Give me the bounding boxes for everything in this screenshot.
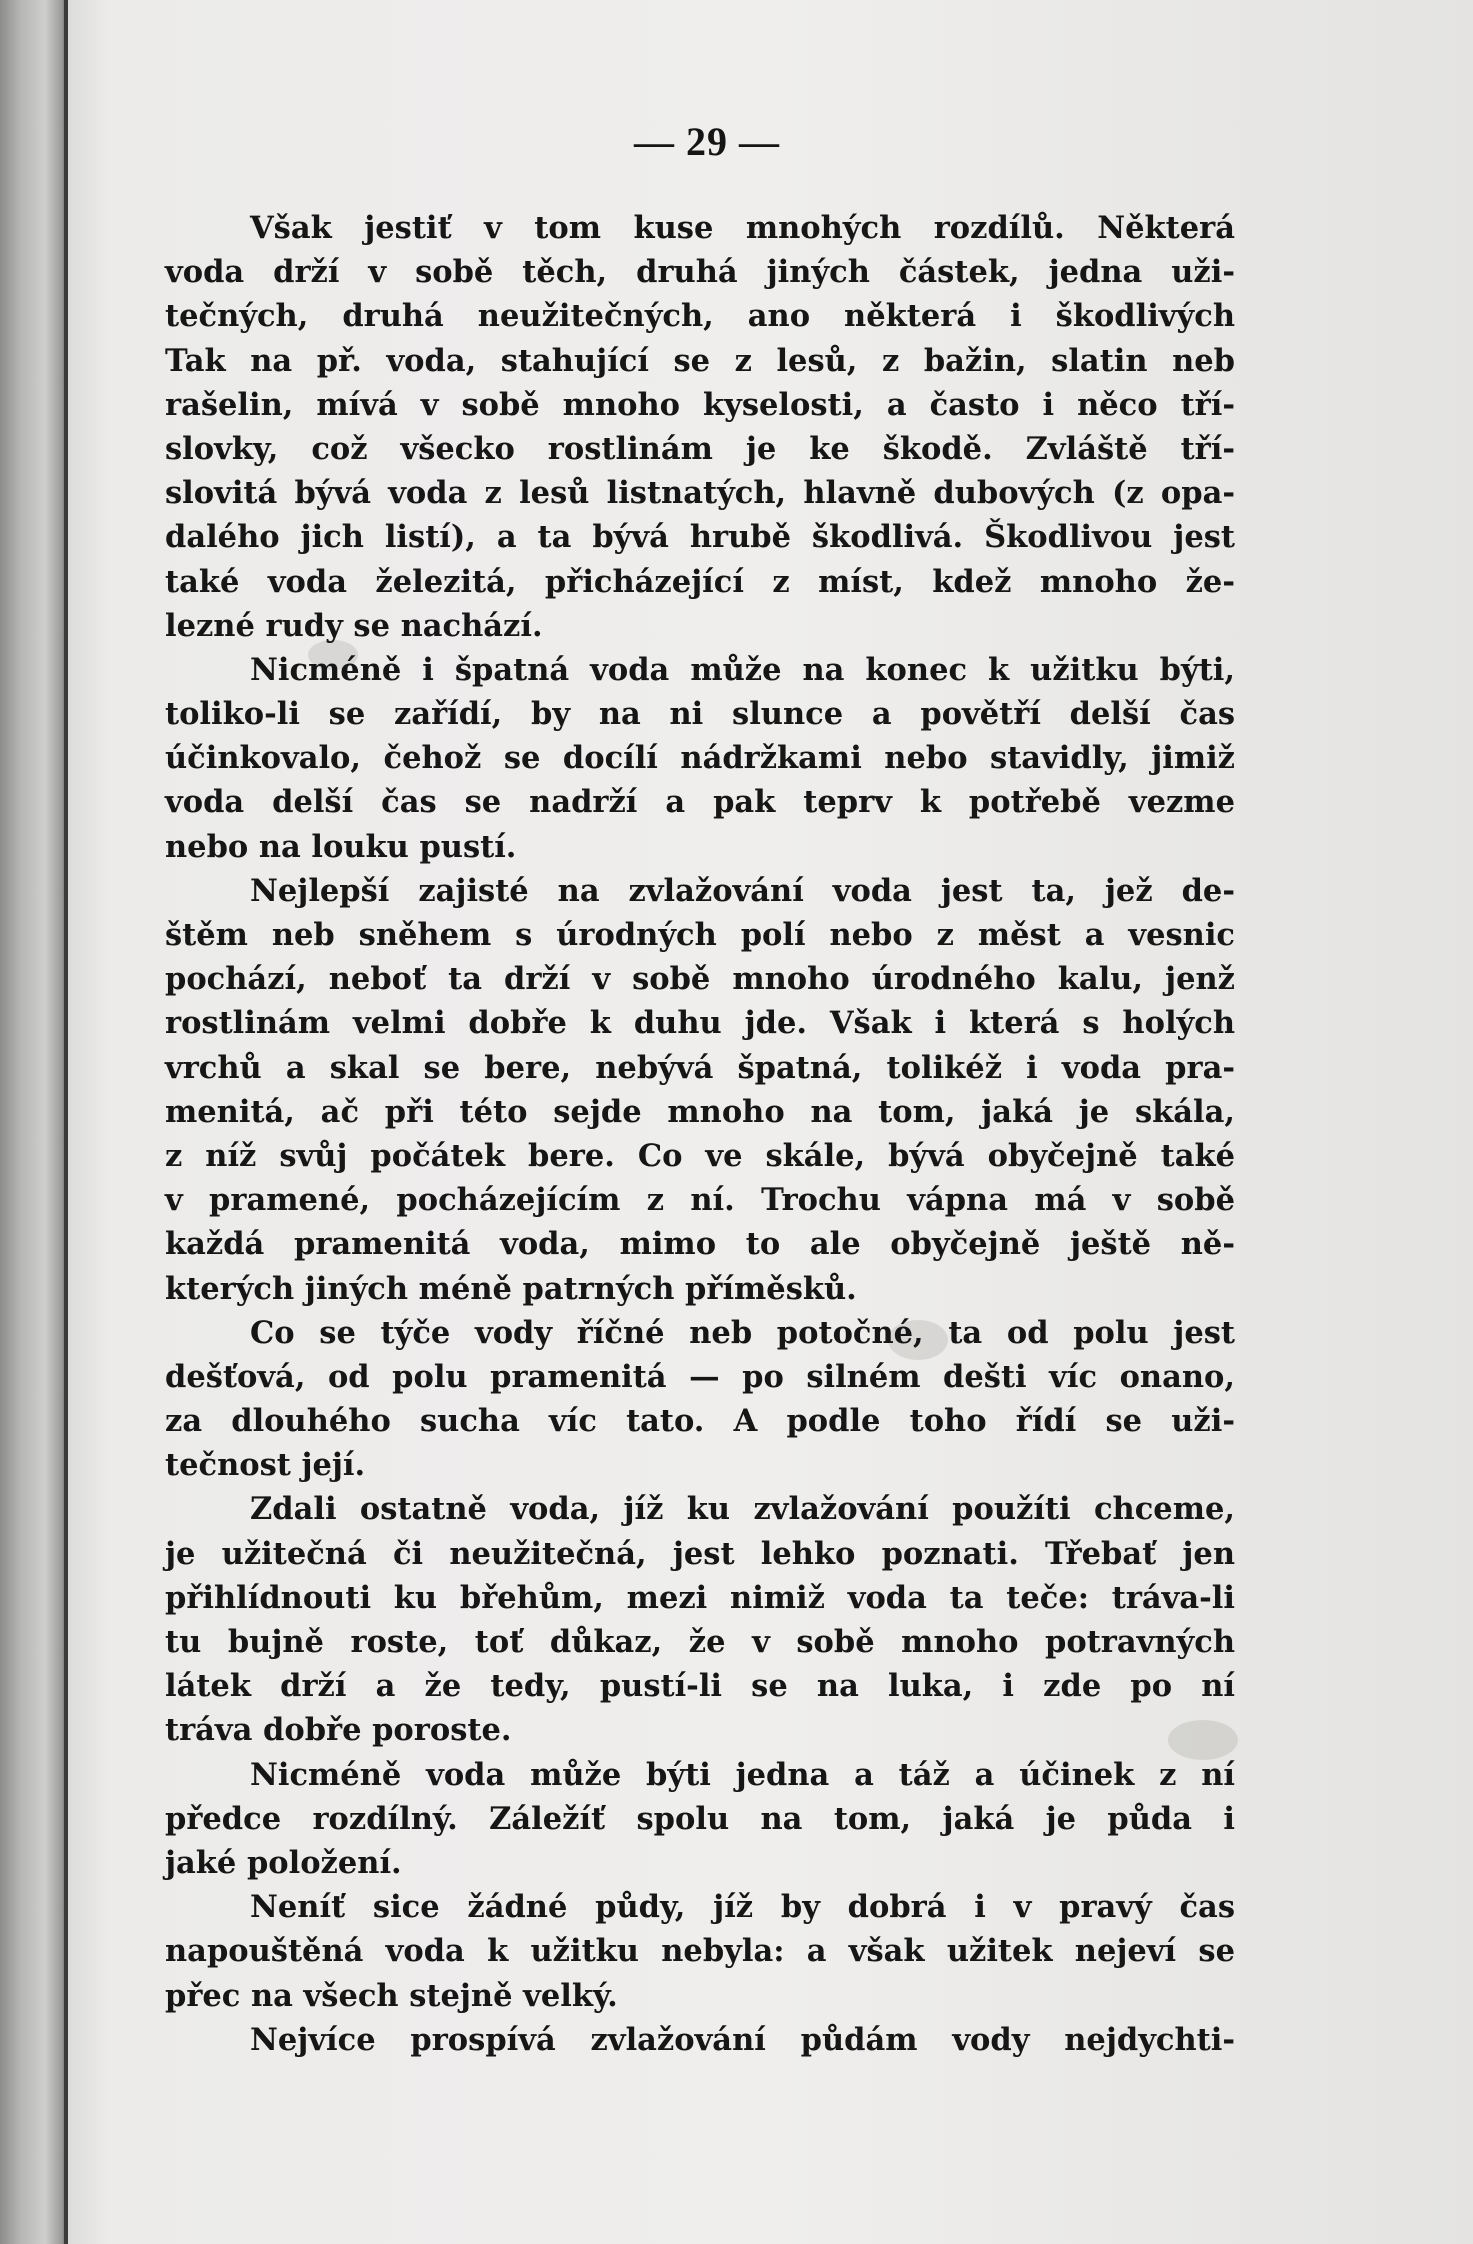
text-line: voda delší čas se nadrží a pak teprv k potřebě vezme — [165, 784, 1235, 821]
text-line: Nejlepší zajisté na zvlažování voda jest ta, jež de- — [250, 872, 1235, 909]
text-line: dalého jich listí), a ta bývá hrubě škodlivá. Škodlivou jest — [165, 519, 1235, 556]
text-line: tu bujně roste, toť důkaz, že v sobě mnoho potravných — [165, 1624, 1235, 1660]
text-line: menitá, ač při této sejde mnoho na tom, jaká je skála, — [165, 1093, 1235, 1130]
text-line: Zdali ostatně voda, jíž ku zvlažování použíti chceme, — [250, 1491, 1235, 1528]
text-line: také voda železitá, přicházející z míst, kdež mnoho že- — [165, 563, 1235, 600]
text-line: tečnost její. — [165, 1447, 366, 1484]
text-line: dešťová, od polu pramenitá — po silném dešti víc onano, — [165, 1358, 1235, 1395]
text-line: slovky, což všecko rostlinám je ke škodě. Zvláště tří- — [165, 430, 1235, 467]
body-text — [165, 206, 1235, 2062]
text-line: tečných, druhá neužitečných, ano některá i škodlivých — [165, 298, 1235, 335]
text-line: Tak na př. voda, stahující se z lesů, z bažin, slatin neb — [165, 342, 1235, 379]
text-line: předce rozdílný. Záležíť spolu na tom, jaká je půda i — [165, 1800, 1235, 1837]
text-line: každá pramenitá voda, mimo to ale obyčejně ještě ně- — [165, 1226, 1235, 1263]
text-line: kterých jiných méně patrných příměsků. — [165, 1270, 857, 1307]
text-line: je užitečná či neužitečná, jest lehko poznati. Třebať jen — [165, 1535, 1235, 1572]
text-line: voda drží v sobě těch, druhá jiných částek, jedna uži- — [165, 254, 1235, 291]
text-line: přec na všech stejně velký. — [165, 1977, 618, 2014]
text-line: rašelin, mívá v sobě mnoho kyselosti, a často i něco tří- — [165, 386, 1235, 423]
text-line: napouštěná voda k užitku nebyla: a však užitek nejeví se — [165, 1933, 1235, 1970]
facing-page-edge — [0, 0, 66, 2244]
text-line: lezné rudy se nachází. — [165, 607, 543, 644]
text-line: pochází, neboť ta drží v sobě mnoho úrodného kalu, jenž — [165, 961, 1235, 998]
text-line: toliko-li se zařídí, by na ni slunce a povětří delší čas — [165, 696, 1235, 733]
text-line: nebo na louku pustí. — [165, 828, 517, 865]
text-line: Co se týče vody říčné neb potočné, ta od polu jest — [250, 1314, 1235, 1351]
text-line: Neníť sice žádné půdy, jíž by dobrá i v pravý čas — [250, 1889, 1235, 1926]
text-line: Však jestiť v tom kuse mnohých rozdílů. Některá — [250, 210, 1235, 246]
page-number: — 29 — — [634, 119, 780, 164]
text-line: za dlouhého sucha víc tato. A podle toho řídí se uži- — [165, 1403, 1235, 1440]
text-line: účinkovalo, čehož se docílí nádržkami nebo stavidly, jimiž — [165, 740, 1235, 777]
text-line: rostlinám velmi dobře k duhu jde. Však i která s holých — [165, 1005, 1235, 1042]
text-line: jaké položení. — [165, 1844, 402, 1881]
text-line: vrchů a skal se bere, nebývá špatná, tolikéž i voda pra- — [165, 1049, 1235, 1086]
text-line: v pramené, pocházejícím z ní. Trochu vápna má v sobě — [165, 1182, 1235, 1219]
text-line: Nicméně voda může býti jedna a táž a účinek z ní — [250, 1756, 1235, 1793]
text-line: Nicméně i špatná voda může na konec k užitku býti, — [250, 651, 1235, 688]
text-line: slovitá bývá voda z lesů listnatých, hlavně dubových (z opa- — [165, 475, 1235, 512]
text-line: látek drží a že tedy, pustí-li se na luka, i zde po ní — [165, 1668, 1235, 1705]
text-line: tráva dobře poroste. — [165, 1712, 512, 1749]
text-line: štěm neb sněhem s úrodných polí nebo z měst a vesnic — [165, 917, 1235, 953]
text-line: přihlídnouti ku břehům, mezi nimiž voda ta teče: tráva-li — [165, 1579, 1235, 1616]
text-line: Nejvíce prospívá zvlažování půdám vody nejdychti- — [250, 2021, 1235, 2058]
text-line: z níž svůj počátek bere. Co ve skále, bývá obyčejně také — [165, 1137, 1235, 1174]
